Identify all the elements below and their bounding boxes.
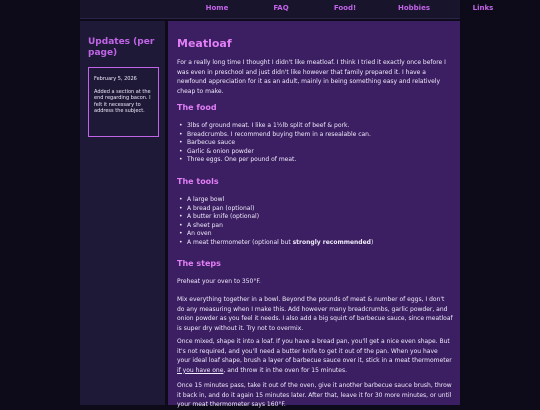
- update-text: Added a section at the end regarding bacon. I felt it necessary to address the subject.: [94, 88, 151, 115]
- if-you-have-one: if you have one: [177, 366, 224, 374]
- nav-link-hobbies[interactable]: Hobbies: [397, 4, 431, 12]
- step-shape: [177, 337, 453, 375]
- step-shape-text: Once mixed, shape it into a loaf. If you have a bread pan, you'll get a nice even shape. But it's not required, and you'll need a butter knife to get it out of the pan. When you have your ideal loaf shape, brush a layer of barbecue sauce over it, stick in a meat thermometer: [177, 338, 452, 364]
- updates-sidebar: [80, 21, 165, 405]
- nav-link-food[interactable]: Food!: [333, 4, 357, 12]
- list-item: • Garlic & onion powder: [177, 148, 453, 157]
- sidebar-title: Updates (per page): [88, 37, 155, 58]
- step-mix: Mix everything together in a bowl. Beyond the pounds of meat & number of eggs, I don't do any measuring when I make this. Add however many breadcrumbs, garlic powder, and onion powder as you feel it needs. I also add a big squirt of barbecue sauce, since meatloaf is super dry without it. Try not to overmix.: [177, 296, 453, 332]
- tools-list: [177, 196, 453, 248]
- update-entry: [88, 67, 159, 137]
- step-preheat: Preheat your oven to 350°F.: [177, 278, 261, 285]
- tools-heading: The tools: [177, 177, 219, 186]
- top-nav: [80, 0, 494, 19]
- list-item: • A butter knife (optional): [177, 213, 453, 222]
- food-heading: The food: [177, 103, 217, 112]
- list-item: • An oven: [177, 230, 453, 239]
- step-shape-end: , and throw it in the oven for 15 minutes.: [223, 366, 347, 374]
- list-item: • Barbecue sauce: [177, 139, 453, 148]
- list-item: • A bread pan (optional): [177, 205, 453, 214]
- food-list: [177, 122, 453, 165]
- thermometer-suffix: ): [370, 238, 374, 246]
- list-item: • A sheet pan: [177, 222, 453, 231]
- main-content: [168, 21, 460, 408]
- list-item: [177, 239, 453, 248]
- thermometer-text: A meat thermometer (optional but: [187, 238, 293, 246]
- list-item: • 3lbs of ground meat. I like a 1½lb split of beef & pork.: [177, 122, 453, 131]
- nav-link-links[interactable]: Links: [472, 4, 494, 12]
- nav-link-faq[interactable]: FAQ: [273, 4, 289, 12]
- nav-link-home[interactable]: Home: [205, 4, 229, 12]
- steps-heading: The steps: [177, 259, 221, 268]
- list-item: • Breadcrumbs. I recommend buying them in a resealable can.: [177, 131, 453, 140]
- update-date: February 5, 2026: [94, 76, 137, 82]
- list-item: • Three eggs. One per pound of meat.: [177, 156, 453, 165]
- step-bake: Once 15 minutes pass, take it out of the oven, give it another barbecue sauce brush, throw it back in, and do it again 15 minutes later. After that, leave it for 30 more minutes, or until your meat thermometer says 160°F.: [177, 382, 452, 408]
- list-item: • A large bowl: [177, 196, 453, 205]
- strong-recommended: strongly recommended: [292, 238, 371, 246]
- page-title: Meatloaf: [177, 37, 232, 50]
- intro-paragraph: For a really long time I thought I didn't like meatloaf. I think I tried it exactly once before I was even in preschool and just didn't like however that family prepared it. I have a newfound appreciation for it as an adult, mainly in being something easy and relatively cheap to make.: [177, 59, 446, 95]
